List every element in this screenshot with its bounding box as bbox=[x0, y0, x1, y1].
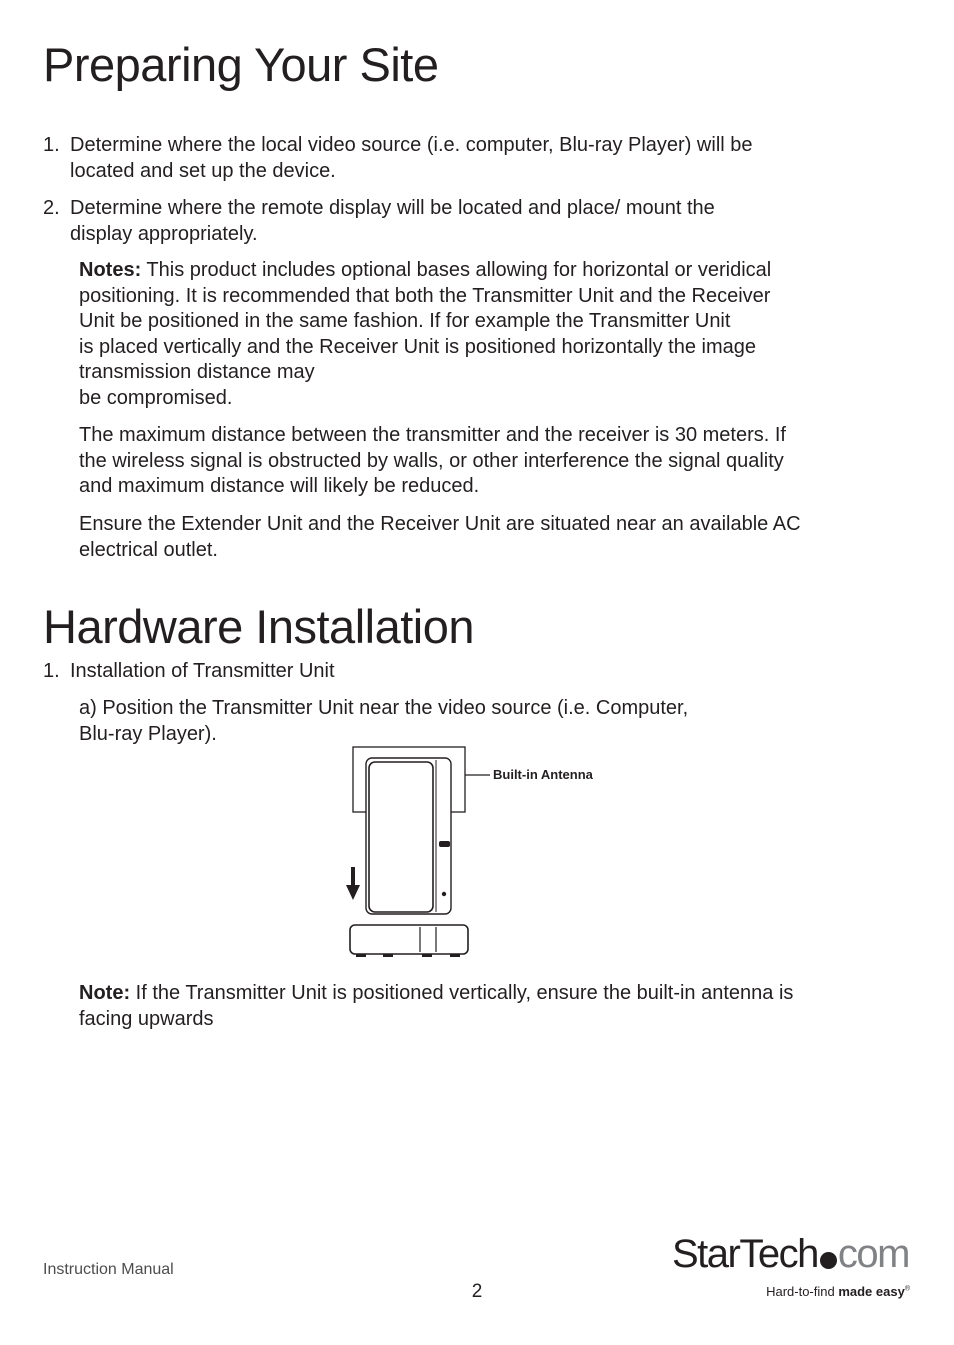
list-item-install-step-1 bbox=[43, 659, 903, 685]
note-text: facing upwards bbox=[79, 1007, 214, 1030]
list-item-step-2 bbox=[43, 196, 903, 247]
notes-text: be compromised. bbox=[79, 386, 233, 409]
logo-dot-icon bbox=[820, 1252, 837, 1269]
transmitter-led-icon bbox=[442, 892, 446, 896]
transmitter-front-panel bbox=[369, 762, 433, 912]
base-foot bbox=[450, 954, 460, 957]
outlet-text: Ensure the Extender Unit and the Receiver Unit are situated near an available AC bbox=[79, 513, 801, 535]
step-number: 1. bbox=[43, 660, 60, 682]
note-paragraph bbox=[79, 981, 894, 1032]
startech-logo bbox=[672, 1231, 912, 1311]
logo-tagline: Hard-to-find bbox=[766, 1284, 839, 1299]
down-arrow-icon bbox=[346, 885, 360, 900]
notes-paragraph bbox=[79, 258, 894, 411]
note-text: If the Transmitter Unit is positioned vertically, ensure the built-in antenna is bbox=[130, 982, 794, 1004]
footer-document-title: Instruction Manual bbox=[43, 1261, 174, 1278]
logo-registered: ® bbox=[904, 1285, 910, 1293]
step-1a-text: Blu-ray Player). bbox=[79, 722, 217, 745]
distance-text: the wireless signal is obstructed by walls, or other interference the signal quality bbox=[79, 449, 784, 472]
antenna-callout-label: Built-in Antenna bbox=[493, 767, 593, 782]
base-foot bbox=[383, 954, 393, 957]
transmitter-button-icon bbox=[439, 841, 450, 847]
logo-name: StarTech bbox=[672, 1232, 818, 1276]
step-text-line: display appropriately. bbox=[70, 222, 258, 245]
notes-text: transmission distance may bbox=[79, 361, 315, 383]
notes-text: positioning. It is recommended that both the Transmitter Unit and the Receiver bbox=[79, 284, 771, 307]
notes-text: is placed vertically and the Receiver Unit is positioned horizontally the image bbox=[79, 335, 757, 358]
distance-text: and maximum distance will likely be reduced. bbox=[79, 475, 480, 497]
logo-com: com bbox=[837, 1232, 909, 1276]
note-label: Note: bbox=[79, 982, 131, 1004]
page-number: 2 bbox=[471, 1281, 483, 1302]
transmitter-base bbox=[350, 925, 468, 954]
step-text-line: Installation of Transmitter Unit bbox=[70, 660, 335, 682]
notes-text: Unit be positioned in the same fashion. If for example the Transmitter Unit bbox=[79, 310, 731, 332]
step-number: 1. bbox=[43, 134, 60, 156]
outlet-text: electrical outlet. bbox=[79, 538, 218, 561]
step-text-line: Determine where the local video source (i.e. computer, Blu-ray Player) will be bbox=[70, 134, 753, 156]
distance-text: The maximum distance between the transmitter and the receiver is 30 meters. If bbox=[79, 424, 786, 446]
step-1a-text: a) Position the Transmitter Unit near the video source (i.e. Computer, bbox=[79, 697, 689, 719]
base-foot bbox=[356, 954, 366, 957]
step-number: 2. bbox=[43, 197, 60, 219]
notes-label: Notes: bbox=[79, 259, 142, 281]
outlet-paragraph bbox=[79, 512, 894, 563]
transmitter-unit-figure bbox=[340, 740, 620, 960]
step-text-line: Determine where the remote display will be located and place/ mount the bbox=[70, 197, 715, 219]
step-text-line: located and set up the device. bbox=[70, 159, 336, 182]
base-foot bbox=[422, 954, 432, 957]
distance-paragraph bbox=[79, 423, 894, 500]
section-title-preparing-site: Preparing Your Site bbox=[43, 38, 439, 91]
logo-tagline-strong: made easy bbox=[838, 1284, 905, 1299]
list-item-step-1 bbox=[43, 133, 903, 184]
notes-text: This product includes optional bases allowing for horizontal or veridical bbox=[141, 259, 772, 281]
section-title-hardware-installation: Hardware Installation bbox=[43, 600, 474, 653]
